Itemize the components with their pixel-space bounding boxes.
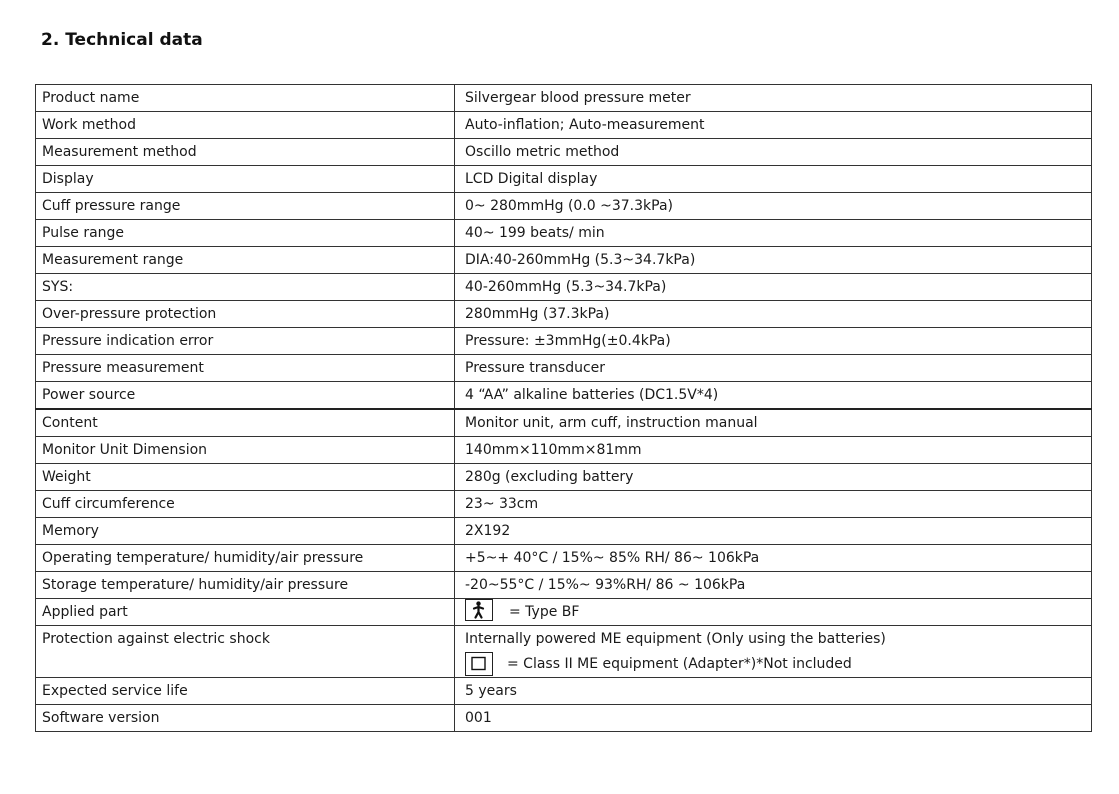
protection-line-1: Internally powered ME equipment (Only using the batteries) [465,631,886,647]
row-label: Cuff circumference [36,491,455,518]
table-row [36,328,1092,355]
row-value: 280mmHg (37.3kPa) [455,301,1092,328]
row-value [455,599,1092,626]
row-label: Applied part [36,599,455,626]
table-row [36,247,1092,274]
table-row [36,545,1092,572]
table-row-protection [36,626,1092,678]
row-label: Display [36,166,455,193]
row-label: Pulse range [36,220,455,247]
row-value: Monitor unit, arm cuff, instruction manual [455,409,1092,437]
row-label: Product name [36,85,455,112]
row-label: Operating temperature/ humidity/air pressure [36,545,455,572]
row-value: 2X192 [455,518,1092,545]
row-label: Pressure indication error [36,328,455,355]
table-row [36,166,1092,193]
table-row [36,572,1092,599]
table-row [36,705,1092,732]
row-label: Pressure measurement [36,355,455,382]
table-row [36,85,1092,112]
row-value: Pressure transducer [455,355,1092,382]
row-value: DIA:40-260mmHg (5.3~34.7kPa) [455,247,1092,274]
table-row [36,274,1092,301]
table-row [36,491,1092,518]
table-row [36,382,1092,410]
row-label: Protection against electric shock [36,626,455,678]
row-value: 40~ 199 beats/ min [455,220,1092,247]
row-label: Work method [36,112,455,139]
row-label: Memory [36,518,455,545]
row-value: Silvergear blood pressure meter [455,85,1092,112]
row-value: Auto-inflation; Auto-measurement [455,112,1092,139]
technical-data-table [35,84,1092,732]
row-label: Content [36,409,455,437]
row-label: Measurement method [36,139,455,166]
row-label: Weight [36,464,455,491]
row-value: 40-260mmHg (5.3~34.7kPa) [455,274,1092,301]
row-value: 23~ 33cm [455,491,1092,518]
table-row [36,193,1092,220]
row-label: Expected service life [36,678,455,705]
row-label: Monitor Unit Dimension [36,437,455,464]
row-value: 5 years [455,678,1092,705]
table-row [36,301,1092,328]
table-row [36,437,1092,464]
row-value: -20~55°C / 15%~ 93%RH/ 86 ~ 106kPa [455,572,1092,599]
row-value: Oscillo metric method [455,139,1092,166]
row-label: Power source [36,382,455,410]
table-row [36,220,1092,247]
row-value: 0~ 280mmHg (0.0 ~37.3kPa) [455,193,1092,220]
protection-line-2: = Class II ME equipment (Adapter*)*Not included [507,656,852,672]
row-value: 280g (excluding battery [455,464,1092,491]
row-label: Cuff pressure range [36,193,455,220]
applied-part-value: = Type BF [509,604,580,620]
class-ii-double-square-icon [465,652,493,676]
row-value: 140mm×110mm×81mm [455,437,1092,464]
table-row [36,139,1092,166]
table-row [36,518,1092,545]
table-row [36,409,1092,437]
row-value: 001 [455,705,1092,732]
row-label: Storage temperature/ humidity/air pressure [36,572,455,599]
type-bf-person-icon [465,599,493,621]
table-row-applied-part [36,599,1092,626]
table-row [36,112,1092,139]
table-row [36,355,1092,382]
row-label: Measurement range [36,247,455,274]
row-value: +5~+ 40°C / 15%~ 85% RH/ 86~ 106kPa [455,545,1092,572]
table-row [36,678,1092,705]
section-heading: 2. Technical data [41,30,203,50]
row-value: LCD Digital display [455,166,1092,193]
row-value [455,626,1092,678]
row-value: 4 “AA” alkaline batteries (DC1.5V*4) [455,382,1092,410]
row-label: Over-pressure protection [36,301,455,328]
table-row [36,464,1092,491]
row-label: Software version [36,705,455,732]
row-label: SYS: [36,274,455,301]
row-value: Pressure: ±3mmHg(±0.4kPa) [455,328,1092,355]
